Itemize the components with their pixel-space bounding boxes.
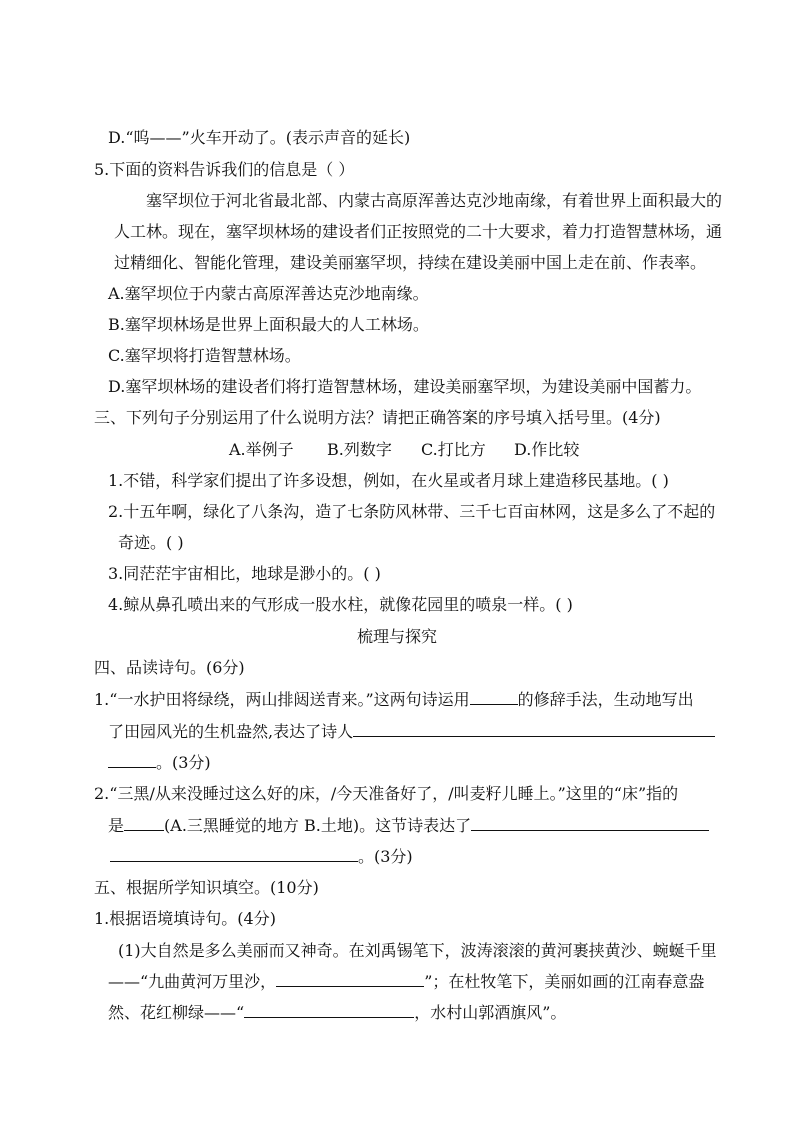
q1-score: 。(3分) bbox=[156, 753, 211, 772]
section4-q1-line2 bbox=[108, 722, 715, 742]
answer-blank[interactable] bbox=[124, 816, 164, 831]
q5-option-c: C.塞罕坝将打造智慧林场。 bbox=[108, 346, 301, 365]
q5-option-d: D.塞罕坝林场的建设者们将打造智慧林场，建设美丽塞罕坝，为建设美丽中国蓄力。 bbox=[108, 377, 702, 396]
p3-text: ，水村山郭酒旗风”。 bbox=[414, 1003, 567, 1022]
q5-stem: 5.下面的资料告诉我们的信息是（ ） bbox=[94, 160, 355, 179]
section3-item-2: 2.十五年啊，绿化了八条沟，造了七条防风林带、三千七百亩林网，这是多么了不起的 bbox=[108, 502, 716, 521]
q5-passage-line: 塞罕坝位于河北省最北部、内蒙古高原浑善达克沙地南缘，有着世界上面积最大的 bbox=[146, 191, 723, 210]
section5-p2 bbox=[108, 972, 704, 992]
method-choice-b: B.列数字 bbox=[327, 440, 392, 459]
q1-text: 的修辞手法，生动地写出 bbox=[517, 690, 694, 709]
section3-item-3: 3.同茫茫宇宙相比，地球是渺小的。( ) bbox=[108, 564, 381, 583]
q1-text: 了田园风光的生机盎然,表达了诗人 bbox=[108, 722, 354, 741]
section4-q2-line3 bbox=[110, 847, 413, 867]
answer-blank[interactable] bbox=[110, 847, 358, 862]
section3-item-4: 4.鲸从鼻孔喷出来的气形成一股水柱，就像花园里的喷泉一样。( ) bbox=[108, 595, 573, 614]
answer-blank[interactable] bbox=[108, 753, 156, 768]
section4-q2-line1: 2.“三黑/从来没睡过这么好的床，/今天准备好了，/叫麦籽儿睡上。”这里的“床”指的 bbox=[94, 784, 679, 803]
answer-blank[interactable] bbox=[470, 690, 518, 705]
section4-q1-line3 bbox=[108, 753, 211, 773]
section3-item-2-cont: 奇迹。( ) bbox=[118, 533, 184, 552]
section5-heading: 五、根据所学知识填空。(10分) bbox=[94, 878, 319, 897]
q5-option-a: A.塞罕坝位于内蒙古高原浑善达克沙地南缘。 bbox=[108, 284, 429, 303]
p3-text: 然、花红柳绿——“ bbox=[108, 1003, 245, 1022]
section4-q2-line2 bbox=[108, 816, 709, 836]
q5-passage-line: 过精细化、智能化管理，建设美丽塞罕坝，持续在建设美丽中国上走在前、作表率。 bbox=[114, 253, 707, 272]
method-choice-c: C.打比方 bbox=[421, 440, 486, 459]
q2-score: 。(3分) bbox=[358, 847, 413, 866]
q2-text: (A.三黑睡觉的地方 B.土地)。这节诗表达了 bbox=[164, 816, 472, 835]
method-choice-d: D.作比较 bbox=[514, 440, 580, 459]
section4-heading: 四、品读诗句。(6分) bbox=[94, 658, 245, 677]
q5-passage-line: 人工林。现在，塞罕坝林场的建设者们正按照党的二十大要求，着力打造智慧林场，通 bbox=[114, 222, 723, 241]
q2-text: 是 bbox=[108, 816, 125, 835]
section3-heading: 三、下列句子分别运用了什么说明方法？请把正确答案的序号填入括号里。(4分) bbox=[94, 408, 661, 427]
method-choice-a: A.举例子 bbox=[229, 440, 294, 459]
section3-item-1: 1.不错，科学家们提出了许多设想，例如，在火星或者月球上建造移民基地。( ) bbox=[108, 471, 669, 490]
section4-q1-line1 bbox=[94, 690, 694, 710]
q1-text: 1.“一水护田将绿绕，两山排闼送青来。”这两句诗运用 bbox=[94, 690, 470, 709]
section5-sub1: 1.根据语境填诗句。(4分) bbox=[94, 909, 276, 928]
p2-text: ”；在杜牧笔下，美丽如画的江南春意盎 bbox=[424, 972, 705, 991]
p2-text: ——“九曲黄河万里沙， bbox=[108, 972, 277, 991]
answer-blank[interactable] bbox=[276, 972, 424, 987]
answer-blank[interactable] bbox=[353, 722, 715, 737]
block-title: 梳理与探究 bbox=[356, 627, 437, 646]
section5-p1: (1)大自然是多么美丽而又神奇。在刘禹锡笔下，波涛滚滚的黄河裹挟黄沙、蜿蜒千里 bbox=[118, 941, 717, 960]
section5-p3 bbox=[108, 1003, 566, 1023]
q4-option-d: D.“呜——”火车开动了。(表示声音的延长) bbox=[108, 128, 411, 147]
q5-option-b: B.塞罕坝林场是世界上面积最大的人工林场。 bbox=[108, 315, 429, 334]
answer-blank[interactable] bbox=[471, 816, 709, 831]
answer-blank[interactable] bbox=[244, 1003, 414, 1018]
